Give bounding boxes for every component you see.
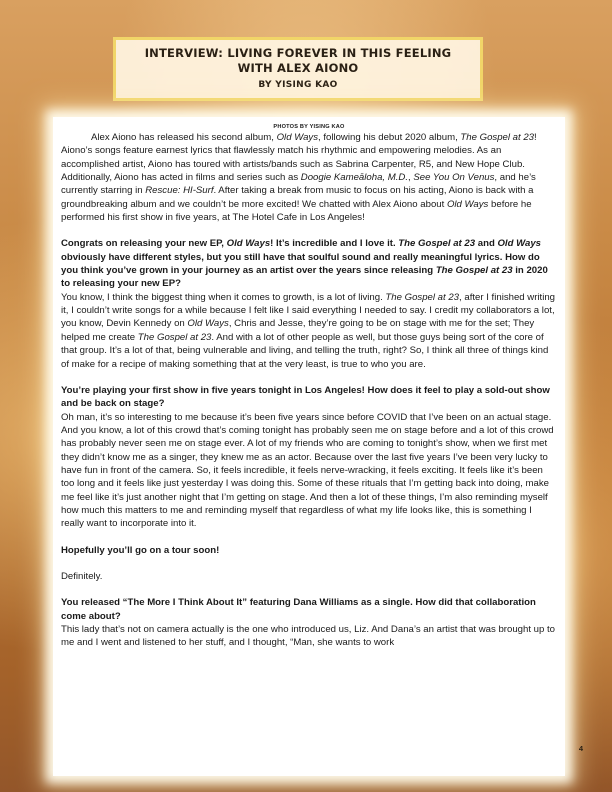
- answer-1: You know, I think the biggest thing when it comes to growth, is a lot of living. The Gospel at 23, after I finished writing it, I couldn’t write songs for a while because I felt like I said everything I needed to say. I credit my collaborators a lot, you know, Devin Kennedy on Old Ways, Chris and Jesse, they’re going to be on stage with me for the set; They helped me create The Gospel at 23. And with a lot of other people as well, but those guys being sort of the core of that group. It’s a lot of that, being vulnerable and living, and telling the truth, right? So, I think all three of things kind of make for a recipe of making something that at the very least, is true to who you are.: [61, 291, 556, 370]
- article-title-line-2: WITH ALEX AIONO: [237, 61, 359, 75]
- article-byline: BY YISING KAO: [258, 80, 338, 90]
- question-4: You released “The More I Think About It” featuring Dana Williams as a single. How did that collaboration come about?: [61, 597, 536, 622]
- article-title-line-1: INTERVIEW: LIVING FOREVER IN THIS FEELING: [144, 46, 452, 60]
- answer-3: Definitely.: [61, 570, 103, 582]
- intro-paragraph: Alex Aiono has released his second album, Old Ways, following his debut 2020 album, The Gospel at 23! Aiono’s songs feature earnest lyrics that flawlessly match his rhythmic and empowering melodies. As an accomplished artist, Aiono has toured with artists/bands such as Sabrina Carpenter, R5, and New Hope Club. Additionally, Aiono has acted in films and series such as Doogie Kameāloha, M.D., See You On Venus, and he’s currently starring in Rescue: HI-Surf. After taking a break from music to focus on his acting, Aiono is back with a groundbreaking album and we couldn’t be more excited! We chatted with Alex Aiono about Old Ways before he performed his first show in five years, at The Hotel Cafe in Los Angeles!: [61, 132, 537, 224]
- question-3: Hopefully you’ll go on a tour soon!: [61, 544, 220, 556]
- question-1: Congrats on releasing your new EP, Old Ways! It’s incredible and I love it. The Gospel at 23 and Old Ways obviously have different styles, but you still have that soulful sound and really meaningful lyrics. How do you think you’ve grown in your journey as an artist over the years since releasing The Gospel at 23 in 2020 to releasing your new EP?: [61, 238, 548, 290]
- answer-2: Oh man, it’s so interesting to me because it’s been five years since before COVID that I’ve been on an actual stage. And you know, a lot of this crowd that’s coming tonight has probably seen me on stage before and a lot of this crowd has probably never seen me on stage ever. A lot of my friends who are coming to tonight’s show, when we first met they didn’t know me as a singer, they knew me as an actor. Because over the last five years I’ve been very lucky to have fun in front of the camera. So, it feels incredible, it feels nerve-wracking, it feels exciting. It feels like it’s been too long and it feels like just yesterday I was doing this. Some of these rituals that I’m getting back into doing, make me feel like it’s just another night that I’m getting on stage. And then a lot of these things, I’m also reminding myself how much this matters to me and reminding myself that regardless of what my life looks like, this is something I really want to incorporate into it.: [61, 411, 554, 530]
- question-2: You’re playing your first show in five years tonight in Los Angeles! How does it feel to play a sold-out show and be back on stage?: [61, 384, 550, 410]
- answer-4: This lady that’s not on camera actually is the one who introduced us, Liz. And Dana’s an artist that was brought up to me and I went and listened to her stuff, and I thought, “Man, she wants to work: [61, 624, 556, 649]
- photo-credit: PHOTOS BY YISING KAO: [273, 124, 345, 130]
- title-box: [113, 37, 483, 101]
- page-number: 4: [578, 744, 583, 753]
- article-body: [53, 117, 565, 776]
